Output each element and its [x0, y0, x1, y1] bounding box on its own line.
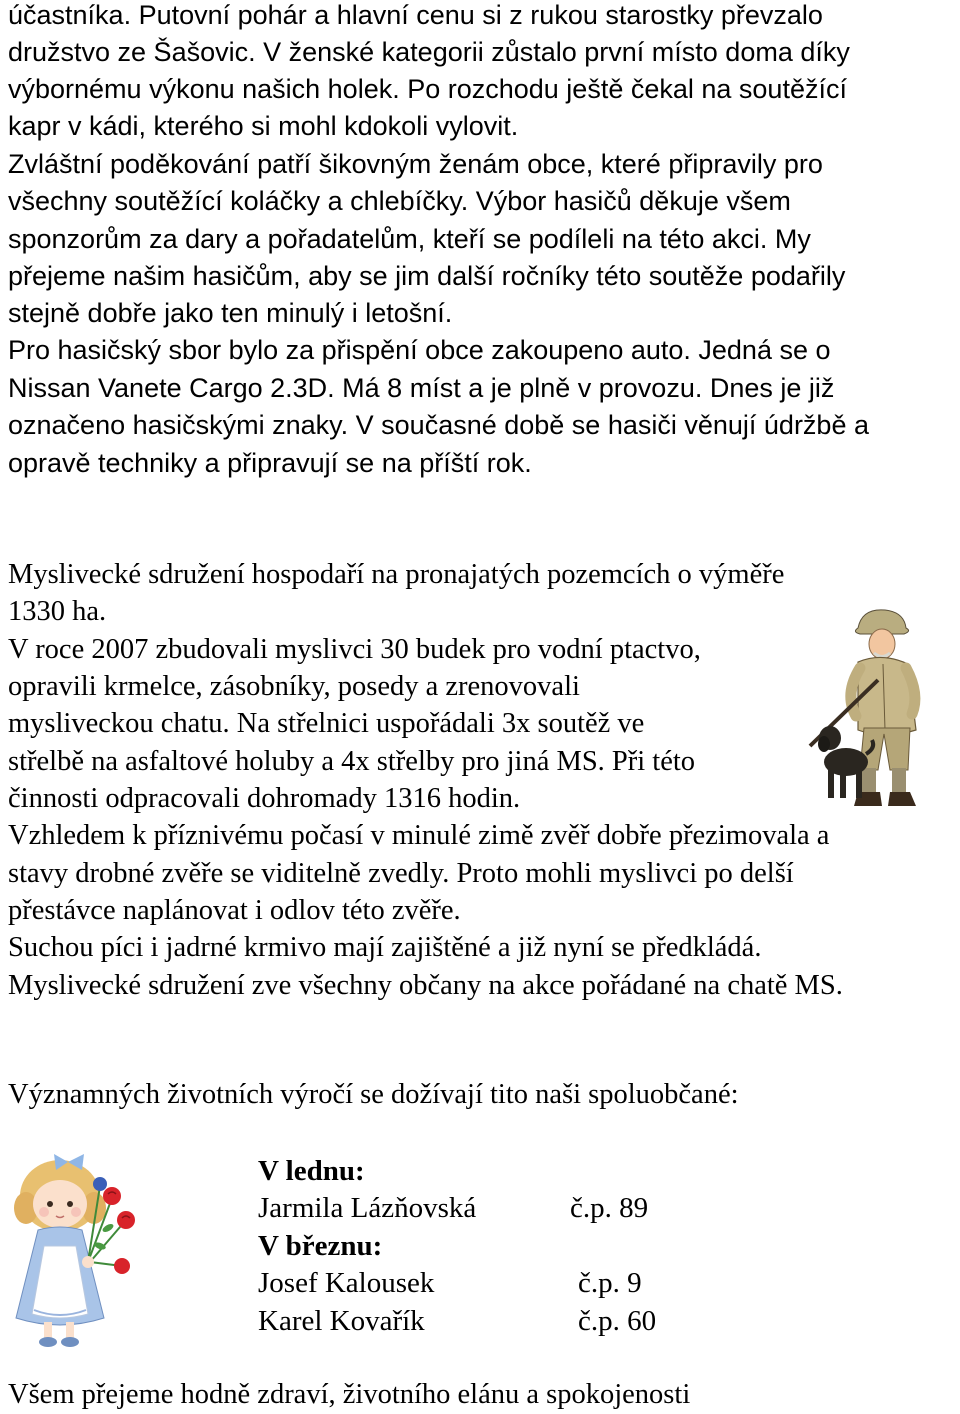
text-line: 1330 ha.	[8, 596, 107, 627]
text-line: družstvo ze Šašovic. V ženské kategorii zůstalo první místo doma díky	[8, 37, 850, 67]
text-line: Pro hasičský sbor bylo za přispění obce zakoupeno auto. Jedná se o	[8, 335, 831, 365]
text-line: V roce 2007 zbudovali myslivci 30 budek pro vodní ptactvo,	[8, 634, 701, 665]
person-name: Karel Kovařík	[258, 1305, 425, 1337]
text-line: Suchou píci i jadrné krmivo mají zajištěné a již nyní se předkládá.	[8, 932, 762, 963]
month-heading: V březnu:	[258, 1230, 383, 1262]
text-line: Myslivecké sdružení zve všechny občany na akce pořádané na chatě MS.	[8, 970, 843, 1001]
text-line: kapr v kádi, kterého si mohl kdokoli vylovit.	[8, 111, 519, 141]
text-line: všechny soutěžící koláčky a chlebíčky. Výbor hasičů děkuje všem	[8, 186, 791, 216]
text-line: výbornému výkonu našich holek. Po rozchodu ještě čekal na soutěžící	[8, 74, 847, 104]
text-line: účastníka. Putovní pohár a hlavní cenu si z rukou starostky převzalo	[8, 0, 823, 30]
text-line: Zvláštní poděkování patří šikovným ženám obce, které připravily pro	[8, 149, 823, 179]
month-heading: V lednu:	[258, 1155, 365, 1187]
text-line: Nissan Vanete Cargo 2.3D. Má 8 míst a je plně v provozu. Dnes je již	[8, 373, 835, 403]
text-line: přestávce naplánovat i odlov této zvěře.	[8, 895, 461, 926]
text-line: činnosti odpracovali dohromady 1316 hodin.	[8, 783, 521, 814]
text-line: Vzhledem k příznivému počasí v minulé zimě zvěř dobře přezimovala a	[8, 820, 830, 851]
text-line: mysliveckou chatu. Na střelnici uspořádali 3x soutěž ve	[8, 708, 645, 739]
jubilees-intro: Významných životních výročí se dožívají tito naši spoluobčané:	[8, 1079, 739, 1110]
text-line: označeno hasičskými znaky. V současné době se hasiči věnují údržbě a	[8, 410, 869, 440]
house-number: č.p. 9	[578, 1267, 642, 1299]
hunter-illustration	[800, 598, 950, 813]
house-number: č.p. 60	[578, 1305, 657, 1337]
text-line: Myslivecké sdružení hospodaří na pronajatých pozemcích o výměře	[8, 559, 785, 590]
house-number: č.p. 89	[570, 1192, 649, 1224]
girl-with-roses-illustration	[8, 1150, 136, 1350]
text-line: přejeme našim hasičům, aby se jim další ročníky této soutěže podařily	[8, 261, 846, 291]
text-line: stavy drobné zvěře se viditelně zvedly. Proto mohli myslivci po delší	[8, 858, 794, 889]
closing-wish: Všem přejeme hodně zdraví, životního elánu a spokojenosti	[8, 1379, 691, 1410]
text-line: střelbě na asfaltové holuby a 4x střelby pro jiná MS. Při této	[8, 746, 696, 777]
text-line: stejně dobře jako ten minulý i letošní.	[8, 298, 453, 328]
text-line: opravili krmelce, zásobníky, posedy a zrenovovali	[8, 671, 580, 702]
person-name: Josef Kalousek	[258, 1267, 435, 1299]
text-line: sponzorům za dary a pořadatelům, kteří se podíleli na této akci. My	[8, 224, 811, 254]
text-line: opravě techniky a připravují se na příští rok.	[8, 448, 532, 478]
person-name: Jarmila Lázňovská	[258, 1192, 477, 1224]
